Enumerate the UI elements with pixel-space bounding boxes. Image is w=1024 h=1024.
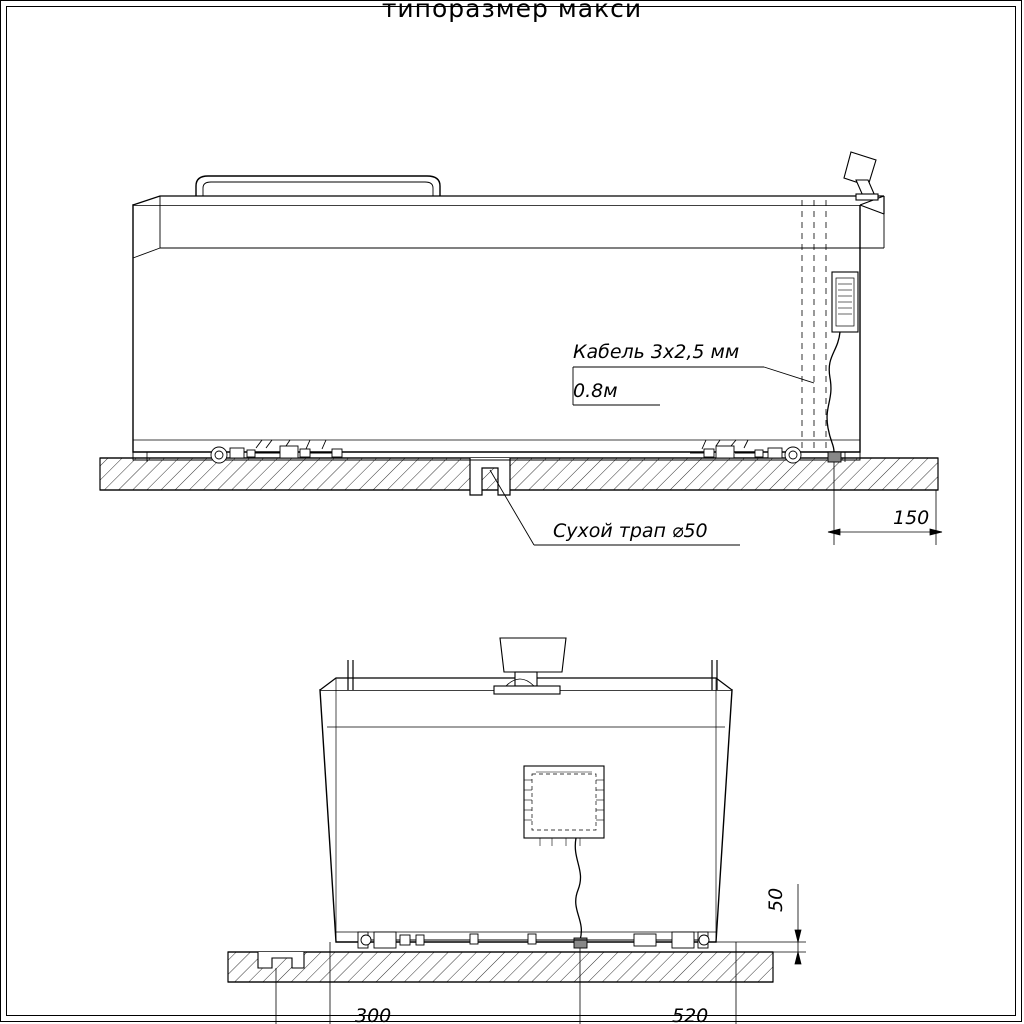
- dimension-label-50: 50: [765, 887, 787, 912]
- side-view: [228, 638, 806, 1024]
- faucet-side: [494, 638, 566, 694]
- page-title: типоразмер макси: [381, 0, 643, 23]
- floor-slab-side: [228, 952, 773, 982]
- bath-body-front: [133, 196, 884, 462]
- control-box-front: [832, 272, 858, 332]
- faucet-front: [844, 152, 878, 200]
- annotation-cable-length: 0.8м: [573, 380, 618, 402]
- bath-handrail: [196, 176, 440, 196]
- dimension-label-150: 150: [893, 507, 930, 529]
- control-box-side: [524, 766, 604, 846]
- front-view: [100, 152, 942, 545]
- floor-slab-front: [100, 458, 938, 490]
- dimension-label-300: 300: [355, 1005, 392, 1024]
- annotation-drain-label: Сухой трап ⌀50: [553, 520, 708, 542]
- dimension-label-520: 520: [672, 1005, 709, 1024]
- annotation-cable-label: Кабель 3х2,5 мм: [573, 341, 740, 363]
